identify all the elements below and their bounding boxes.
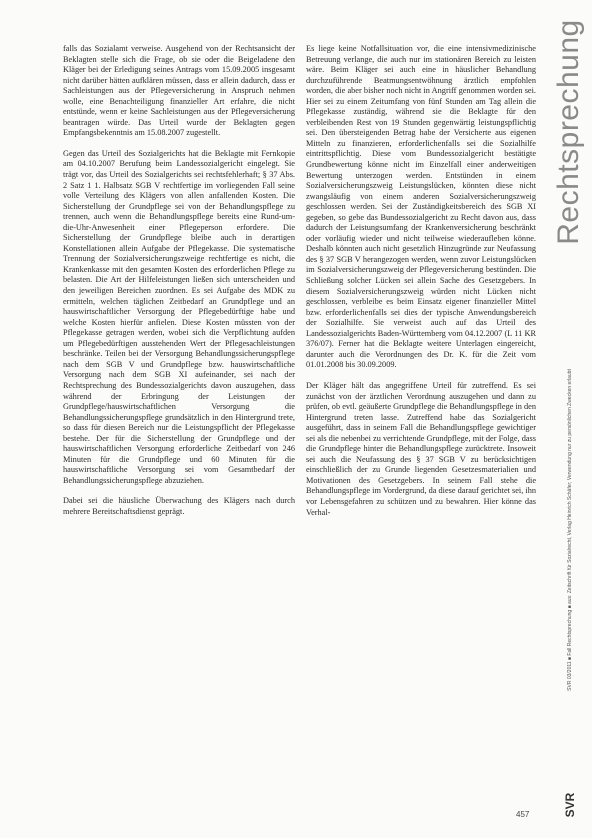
paragraph: Der Kläger hält das angegriffene Urteil für zutreffend. Es sei zunächst von der ärztlichen Verordnung auszugehen und dann zu prüfen, ob evtl. geäußerte Grundpflege die Behandlungspflege in den Hintergrund treten lasse. Zutreffend habe das Sozialgericht ausgeführt, dass in seinem Fall die Behandlungspflege gewichtiger sei als die nebenbei zu verrichtende Grundpflege, mit der Folge, dass die Grundpflege hinter die Behandlungspflege zurücktrete. Insoweit sei auch die Neufassung des § 37 SGB V zu berücksichtigen einschließlich der zu Grunde liegenden Gesetzesmaterialien und Motivationen des Gesetzgebers. In seinem Fall stehe die Behandlungspflege im Vordergrund, da diese darauf gerichtet sei, ihn vor Lebensgefahren zu schützen und zu bewahren. Hier könne das Verhal-: [306, 380, 536, 517]
paragraph: falls das Sozialamt verweise. Ausgehend von der Rechtsansicht der Beklagten stelle sich die Frage, ob sie oder die Beigeladene den Kläger bei der Erledigung seines Antrags vom 15.09.2005 insgesamt nicht darüber hätten aufklären müssen, dass er allein dadurch, dass er Sachleistungen aus der Pflegeversicherung in Anspruch nehmen wolle, eine Benachteiligung finanzieller Art erfahre, die nicht entstünde, wenn er keine Sachleistungen aus der Pflegeversicherung beantragen würde. Das Urteil wurde der Beklagten gegen Empfangsbekenntnis am 15.08.2007 zugestellt.: [63, 44, 295, 138]
page-number: 457: [516, 810, 530, 819]
sidebar-citation: [548, 250, 592, 825]
paragraph: Dabei sei die häusliche Überwachung des Klägers nach durch mehrere Bereitschaftsdienst geprägt.: [63, 496, 295, 516]
left-text-column: [63, 44, 295, 528]
journal-logo: SVR: [563, 792, 577, 818]
paragraph: Gegen das Urteil des Sozialgerichts hat die Beklagte mit Fernkopie am 04.10.2007 Berufung beim Landessozialgericht eingelegt. Sie trägt vor, das Urteil des Sozialgerichts sei rechtsfehlerhaft; § 37 Abs. 2 Satz 1 1. Halbsatz SGB V rechtfertige im vorliegenden Fall seine volle Verteilung des Klägers von allen anfallenden Kosten. Die Sicherstellung der Grundpflege sei von der Behandlungspflege zu trennen, auch wenn die Behandlungspflege bereits eine Rund-um-die-Uhr-Anwesenheit einer Pflegeperson erfordere. Die Sicherstellung der Grundpflege bleibe auch in derartigen Konstellationen allein Aufgabe der Pflegekasse. Die systematische Trennung der Sozialversicherungszweige rechtfertige es nicht, die Krankenkasse mit den gesamten Kosten des erforderlichen Pflege zu belasten. Die Art der Hilfeleistungen ließen sich unterscheiden und den jeweiligen Bereichen zuordnen. Es sei Aufgabe des MDK zu ermitteln, welchen täglichen Zeitbedarf an Grundpflege und an hauswirtschaftlicher Versorgung der Pflegebedürftige habe und welche Kosten hierfür anfielen. Diese Kosten müssten von der Pflegekasse getragen werden, wobei sich die Verpflichtung aufden um Pflegebedürftigen ausstehenden Wert der Pflegesachleistungen beschränke. Teilen bei der Versorgung Behandlungssicherungspflege nach dem SGB V und Grundpflege bzw. hauswirtschaftliche Versorgung nach dem SGB XI aufeinander, sei nach der Rechtsprechung des Bundessozialgerichts davon auszugehen, dass während der Erbringung der Leistungen der Grundpflege/hauswirtschaftlichen Versorgung die Behandlungssicherungspflege grundsätzlich in den Hintergrund trete, so dass für diesen Bereich nur die Leistungspflicht der Pflegekasse bestehe. Der für die Sicherstellung der Grundpflege und der hauswirtschaftlichen Versorgung erforderliche Zeitbedarf von 246 Minuten für die Grundpflege und 60 Minuten für die hauswirtschaftliche Versorgung sei vom Gesamtbedarf der Behandlungssicherungspflege abzuziehen.: [63, 148, 295, 485]
section-title-vertical: [547, 19, 591, 245]
citation-text: SVR 03/2011 ■ Fall Rechtsprechung ■ aus: Zeitschrift für Sozialrecht, Verlag Heinrich Schäfer; Verwendung nur zu persönlichen Zwecken erlaubt: [567, 369, 573, 691]
right-text-column: [306, 44, 536, 528]
section-title: Rechtsprechung: [552, 19, 585, 245]
paragraph: Es liege keine Notfallsituation vor, die eine intensivmedizinische Betreuung verlange, die auch nur im stationären Bereich zu leisten wäre. Beim Kläger sei auch eine in häuslicher Behandlung durchzuführende Beatmungsentwöhnung ärztlich empfohlen worden, die aber bisher noch nicht in Angriff genommen worden sei. Hier sei zu einem Zeitumfang von fünf Stunden am Tag allein die Pflegekasse zuständig, während sie die Beklagte für den verbleibenden Rest von 19 Stunden gegenwärtig leistungspflichtig sei. Den übersteigenden Betrag habe der Versicherte aus eigenen Mitteln zu finanzieren, erforderlichenfalls sei die Sozialhilfe eintrittspflichtig. Diese vom Bundessozialgericht bestätigte Grundbewertung könne nicht im Einzelfall einer anderweitigen Bewertung unterzogen werden. Entstünden in einem Sozialversicherungszweig Leistungslücken, könnten diese nicht zwangsläufig von einem anderen Sozialversicherungszweig geschlossen werden. Sei der Zuständigkeitsbereich des SGB XI gegeben, so gebe das Bundessozialgericht zu Recht davon aus, dass dadurch der Leistungsumfang der Krankenversicherung beschränkt oder vorläufig wieder und nicht teilweise wiederaufleben könne. Deshalb könnten auch nicht gesetzlich Hinzugründe zur Neufassung des § 37 SGB V herangezogen werden, wenn zuvor Leistungslücken im Sozialversicherungszweig der Pflegeversicherung bestünden. Die Schließung solcher Lücken sei allein Sache des Gesetzgebers. In diesem Sozialversicherungszweig würden nicht Lücken nicht geschlossen, verbleibe es beim Einsatz eigener finanzieller Mittel bzw. erforderlichenfalls sei dies der typische Anwendungsbereich der Sozialhilfe. Sie verweist auch auf das Urteil des Landessozialgerichts Baden-Württemberg vom 04.12.2007 (L 11 KR 376/07). Ferner hat die Beklagte weitere Unterlagen eingereicht, darunter auch die Verordnungen des Dr. K. für die Zeit vom 01.01.2008 bis 30.09.2009.: [306, 44, 536, 370]
